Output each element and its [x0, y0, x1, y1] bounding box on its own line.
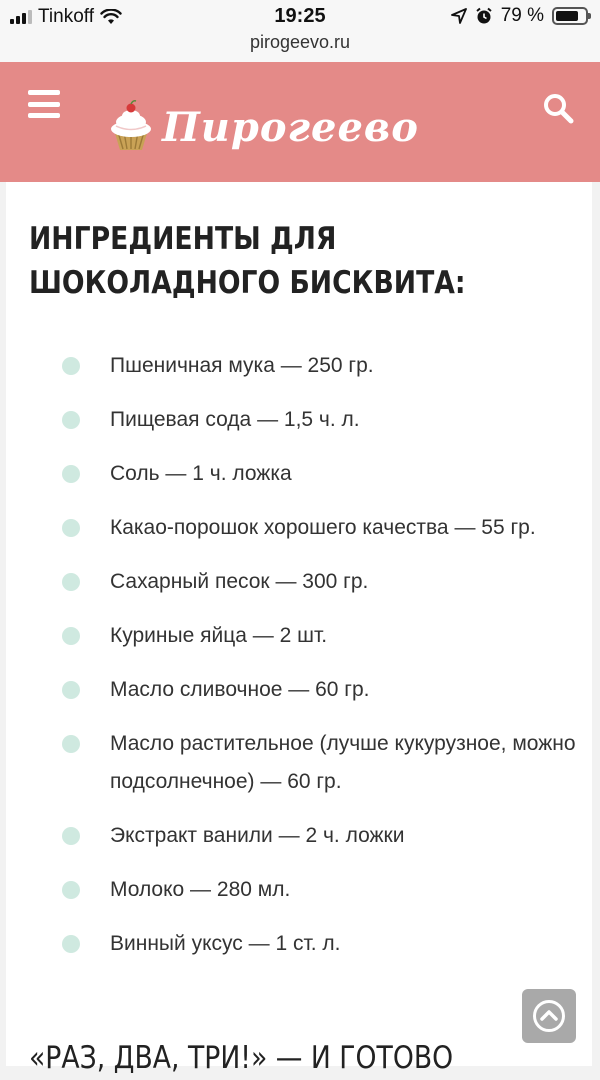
site-logo[interactable] [104, 100, 419, 154]
bullet-icon [62, 357, 80, 375]
ingredient-text: Какао-порошок хорошего качества — 55 гр. [110, 516, 536, 539]
ingredient-text: Масло сливочное — 60 гр. [110, 678, 370, 701]
page-url[interactable]: pirogeevo.ru [249, 32, 351, 52]
status-right [451, 5, 588, 27]
ingredient-text: Пищевая сода — 1,5 ч. л. [110, 408, 360, 431]
ingredient-text: Экстракт ванили — 2 ч. ложки [110, 824, 405, 847]
bullet-icon [62, 411, 80, 429]
ingredient-item [62, 725, 582, 801]
bullet-icon [62, 827, 80, 845]
bullet-icon [62, 681, 80, 699]
hamburger-menu-icon[interactable] [28, 90, 60, 118]
ingredient-item [62, 455, 582, 493]
ingredient-text: Масло растительное (лучше кукурузное, можно подсолнечное) — 60 гр. [110, 732, 576, 793]
ingredients-list [62, 347, 582, 979]
next-section-heading: «РАЗ, ДВА, ТРИ!» — И ГОТОВО [29, 1040, 454, 1076]
bullet-icon [62, 735, 80, 753]
ingredient-text: Соль — 1 ч. ложка [110, 462, 292, 485]
location-arrow-icon [451, 8, 467, 24]
cupcake-icon [104, 100, 158, 154]
clock: 19:25 [274, 5, 326, 27]
battery-icon [552, 7, 588, 25]
bullet-icon [62, 627, 80, 645]
ingredient-item [62, 347, 582, 385]
battery-percent: 79 % [500, 5, 544, 26]
ingredient-item [62, 671, 582, 709]
ingredient-item [62, 563, 582, 601]
ingredient-item [62, 617, 582, 655]
ingredient-item [62, 871, 582, 909]
alarm-icon [475, 7, 493, 25]
bullet-icon [62, 573, 80, 591]
site-header [0, 62, 600, 182]
ingredient-item [62, 509, 582, 547]
bullet-icon [62, 881, 80, 899]
ingredient-item [62, 925, 582, 963]
ingredient-text: Куриные яйца — 2 шт. [110, 624, 328, 647]
bullet-icon [62, 519, 80, 537]
ingredient-text: Винный уксус — 1 ст. л. [110, 932, 341, 955]
chevron-up-icon [532, 999, 566, 1033]
section-heading: ИНГРЕДИЕНТЫ ДЛЯ ШОКОЛАДНОГО БИСКВИТА: [29, 221, 466, 301]
ingredient-text: Пшеничная мука — 250 гр. [110, 354, 374, 377]
ingredient-text: Молоко — 280 мл. [110, 878, 291, 901]
search-icon[interactable] [542, 92, 574, 124]
logo-text: Пирогеево [162, 103, 419, 151]
status-bar [0, 0, 600, 62]
article-content [6, 182, 592, 1066]
ingredient-text: Сахарный песок — 300 гр. [110, 570, 369, 593]
scroll-to-top-button[interactable] [522, 989, 576, 1043]
ingredient-item [62, 401, 582, 439]
ingredient-item [62, 817, 582, 855]
bullet-icon [62, 935, 80, 953]
carrier-name: Tinkoff [38, 6, 94, 27]
bullet-icon [62, 465, 80, 483]
